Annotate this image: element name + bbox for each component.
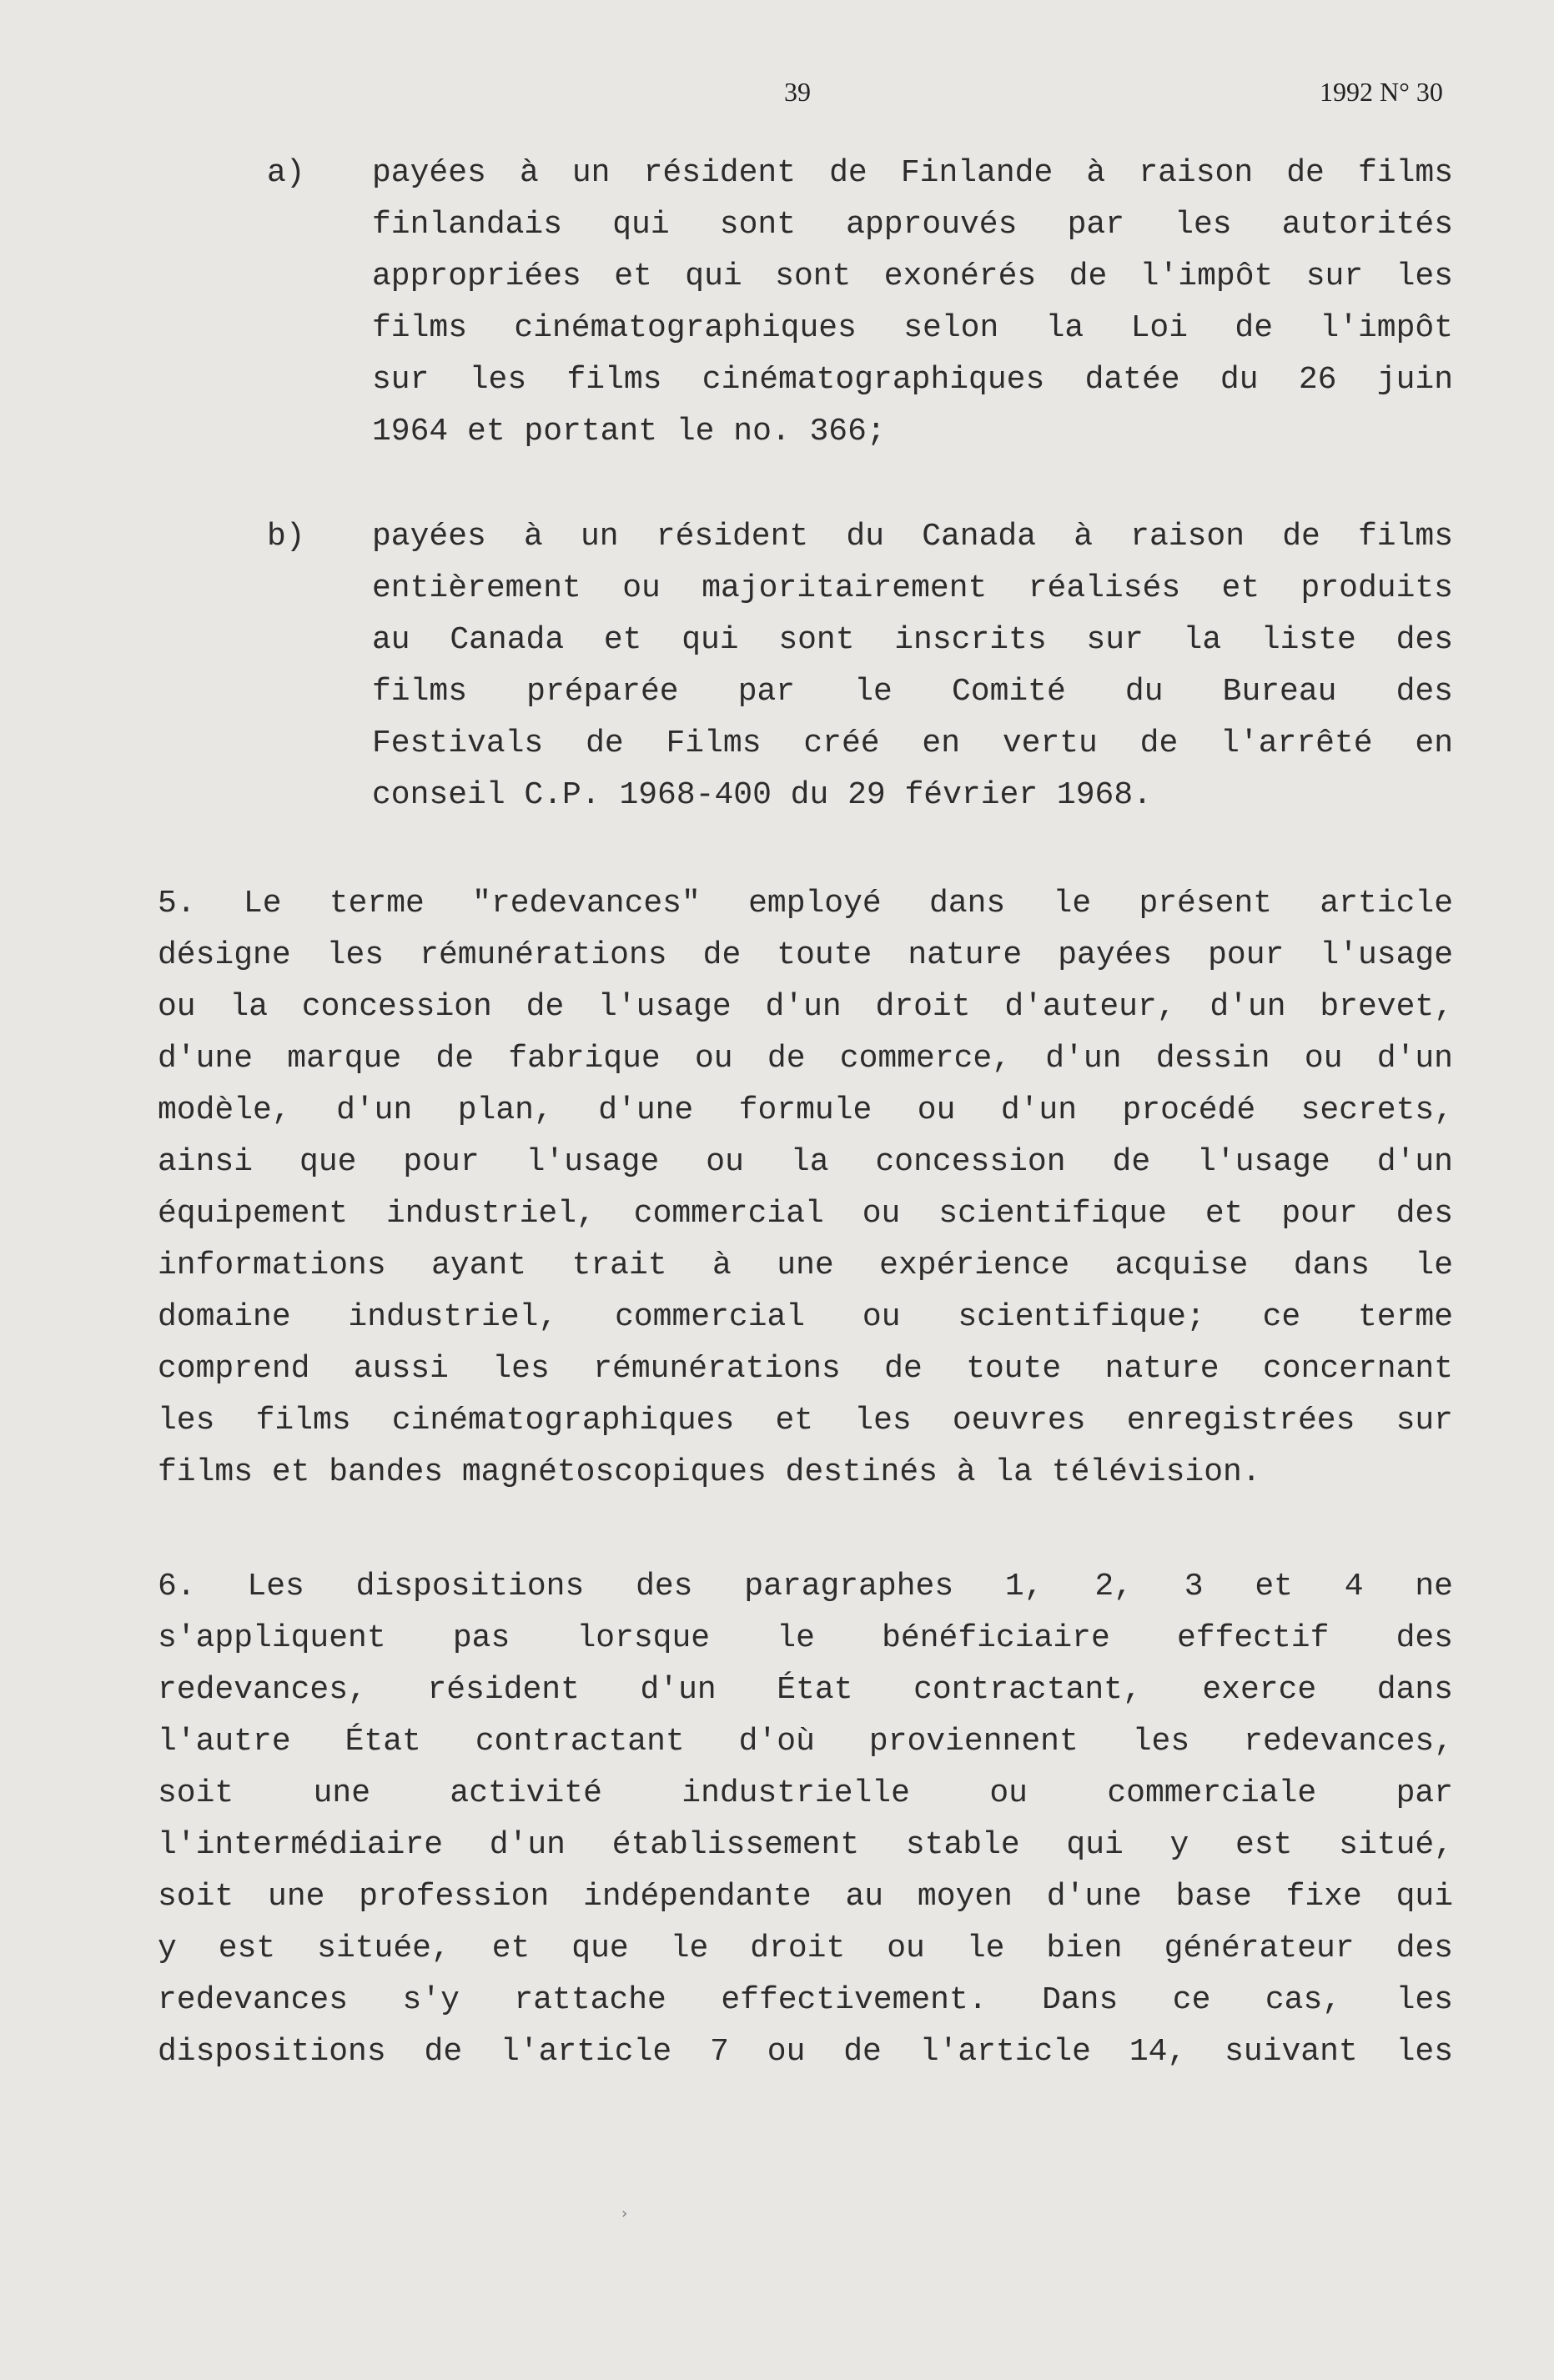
- text-line: redevances s'y rattache effectivement. Dans ce cas, les: [158, 1982, 1453, 2018]
- text-line: y est située, et que le droit ou le bien générateur des: [158, 1931, 1453, 1966]
- text-line: films cinématographiques selon la Loi de l'impôt: [372, 310, 1453, 346]
- text-line: redevances, résident d'un État contractant, exerce dans: [158, 1672, 1453, 1708]
- text-line: 6. Les dispositions des paragraphes 1, 2, 3 et 4 ne: [158, 1569, 1453, 1604]
- text-line: informations ayant trait à une expérience acquise dans le: [158, 1248, 1453, 1283]
- item-label: b): [267, 519, 305, 555]
- item-label: a): [267, 155, 305, 191]
- text-line: payées à un résident de Finlande à raison de films: [372, 155, 1453, 191]
- text-line: Festivals de Films créé en vertu de l'arrêté en: [372, 726, 1453, 761]
- text-line: entièrement ou majoritairement réalisés et produits: [372, 570, 1453, 606]
- text-line: films et bandes magnétoscopiques destinés à la télévision.: [158, 1454, 1261, 1490]
- document-reference: 1992 N° 30: [1320, 77, 1443, 107]
- text-line: payées à un résident du Canada à raison de films: [372, 519, 1453, 555]
- text-line: finlandais qui sont approuvés par les autorités: [372, 207, 1453, 243]
- text-line: d'une marque de fabrique ou de commerce, d'un dessin ou d'un: [158, 1041, 1453, 1077]
- text-line: ainsi que pour l'usage ou la concession de l'usage d'un: [158, 1144, 1453, 1180]
- text-line: s'appliquent pas lorsque le bénéficiaire effectif des: [158, 1620, 1453, 1656]
- text-line: conseil C.P. 1968-400 du 29 février 1968.: [372, 777, 1152, 813]
- text-line: soit une activité industrielle ou commerciale par: [158, 1775, 1453, 1811]
- text-line: l'autre État contractant d'où proviennent les redevances,: [158, 1724, 1453, 1760]
- page-header: [0, 77, 1554, 118]
- text-line: au Canada et qui sont inscrits sur la liste des: [372, 622, 1453, 658]
- text-line: comprend aussi les rémunérations de toute nature concernant: [158, 1351, 1453, 1387]
- text-line: films préparée par le Comité du Bureau des: [372, 674, 1453, 710]
- text-line: 5. Le terme "redevances" employé dans le présent article: [158, 886, 1453, 921]
- text-line: modèle, d'un plan, d'une formule ou d'un procédé secrets,: [158, 1092, 1453, 1128]
- text-line: l'intermédiaire d'un établissement stable qui y est situé,: [158, 1827, 1453, 1863]
- text-line: 1964 et portant le no. 366;: [372, 414, 886, 449]
- stray-mark-icon: ›: [621, 2205, 628, 2222]
- text-line: appropriées et qui sont exonérés de l'impôt sur les: [372, 259, 1453, 294]
- text-line: dispositions de l'article 7 ou de l'article 14, suivant les: [158, 2034, 1453, 2070]
- page-number: 39: [784, 77, 811, 107]
- text-line: domaine industriel, commercial ou scientifique; ce terme: [158, 1299, 1453, 1335]
- text-line: équipement industriel, commercial ou scientifique et pour des: [158, 1196, 1453, 1232]
- text-line: soit une profession indépendante au moyen d'une base fixe qui: [158, 1879, 1453, 1915]
- text-line: ou la concession de l'usage d'un droit d'auteur, d'un brevet,: [158, 989, 1453, 1025]
- text-line: les films cinématographiques et les oeuvres enregistrées sur: [158, 1403, 1453, 1439]
- text-line: sur les films cinématographiques datée du 26 juin: [372, 362, 1453, 398]
- text-line: désigne les rémunérations de toute nature payées pour l'usage: [158, 937, 1453, 973]
